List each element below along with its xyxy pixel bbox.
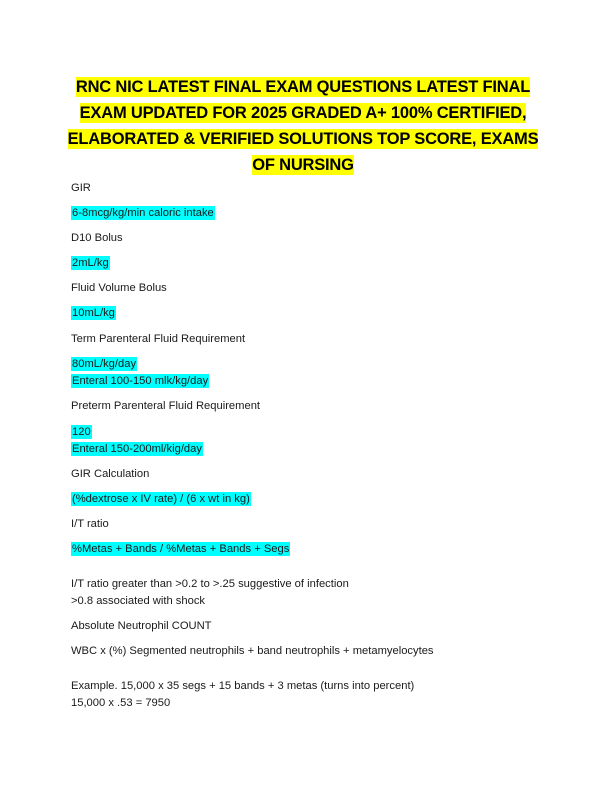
note-it-ratio-infection: [71, 577, 349, 592]
question-preterm-parenteral: [71, 399, 260, 414]
answer-text: 10mL/kg: [72, 307, 115, 319]
example-text: 15,000 x .53 = 7950: [71, 697, 171, 709]
answer-fluid-volume-bolus: [71, 306, 116, 321]
answer-preterm-parenteral-2: [71, 442, 203, 457]
formula-absolute-neutrophil-count: [71, 644, 434, 659]
answer-text: 120: [72, 426, 91, 438]
question-absolute-neutrophil-count: [71, 619, 212, 634]
answer-text: (%dextrose x IV rate) / (6 x wt in kg): [72, 493, 250, 505]
note-it-ratio-shock: [71, 594, 205, 609]
question-text: GIR: [71, 182, 91, 194]
question-fluid-volume-bolus: [71, 281, 167, 296]
question-text: Preterm Parenteral Fluid Requirement: [71, 400, 261, 412]
document-title: [60, 74, 546, 178]
answer-term-parenteral-1: [71, 357, 137, 372]
question-text: Fluid Volume Bolus: [71, 282, 167, 294]
answer-text: %Metas + Bands / %Metas + Bands + Segs: [72, 543, 290, 555]
answer-text: Enteral 150-200ml/kig/day: [72, 443, 202, 455]
answer-it-ratio: [71, 542, 290, 557]
answer-gir-calculation: [71, 492, 251, 507]
answer-gir: [71, 206, 215, 221]
example-line-2: [71, 696, 170, 711]
question-d10-bolus: [71, 231, 123, 246]
example-line-1: [71, 679, 414, 694]
question-text: I/T ratio: [71, 518, 109, 530]
answer-text: 2mL/kg: [72, 257, 109, 269]
question-term-parenteral: [71, 332, 245, 347]
note-text: I/T ratio greater than >0.2 to >.25 suggestive of infection: [71, 578, 349, 590]
note-text: >0.8 associated with shock: [71, 595, 206, 607]
question-gir-calculation: [71, 467, 149, 482]
answer-text: 6-8mcg/kg/min caloric intake: [72, 207, 214, 219]
document-title-text: RNC NIC LATEST FINAL EXAM QUESTIONS LATEST FINAL EXAM UPDATED FOR 2025 GRADED A+ 100% CERTIFIED, ELABORATED & VERIFIED SOLUTIONS TOP SCORE, EXAMS OF NURSING: [67, 78, 539, 174]
answer-d10-bolus: [71, 256, 110, 271]
question-text: GIR Calculation: [71, 468, 150, 480]
example-text: Example. 15,000 x 35 segs + 15 bands + 3 metas (turns into percent): [71, 680, 415, 692]
question-text: D10 Bolus: [71, 232, 123, 244]
question-gir: [71, 181, 91, 196]
question-it-ratio: [71, 517, 109, 532]
question-text: Absolute Neutrophil COUNT: [71, 620, 212, 632]
answer-preterm-parenteral-1: [71, 425, 92, 440]
answer-term-parenteral-2: [71, 374, 209, 389]
answer-text: 80mL/kg/day: [72, 358, 137, 370]
question-text: Term Parenteral Fluid Requirement: [71, 333, 246, 345]
answer-text: Enteral 100-150 mlk/kg/day: [72, 375, 209, 387]
formula-text: WBC x (%) Segmented neutrophils + band neutrophils + metamyelocytes: [71, 645, 434, 657]
